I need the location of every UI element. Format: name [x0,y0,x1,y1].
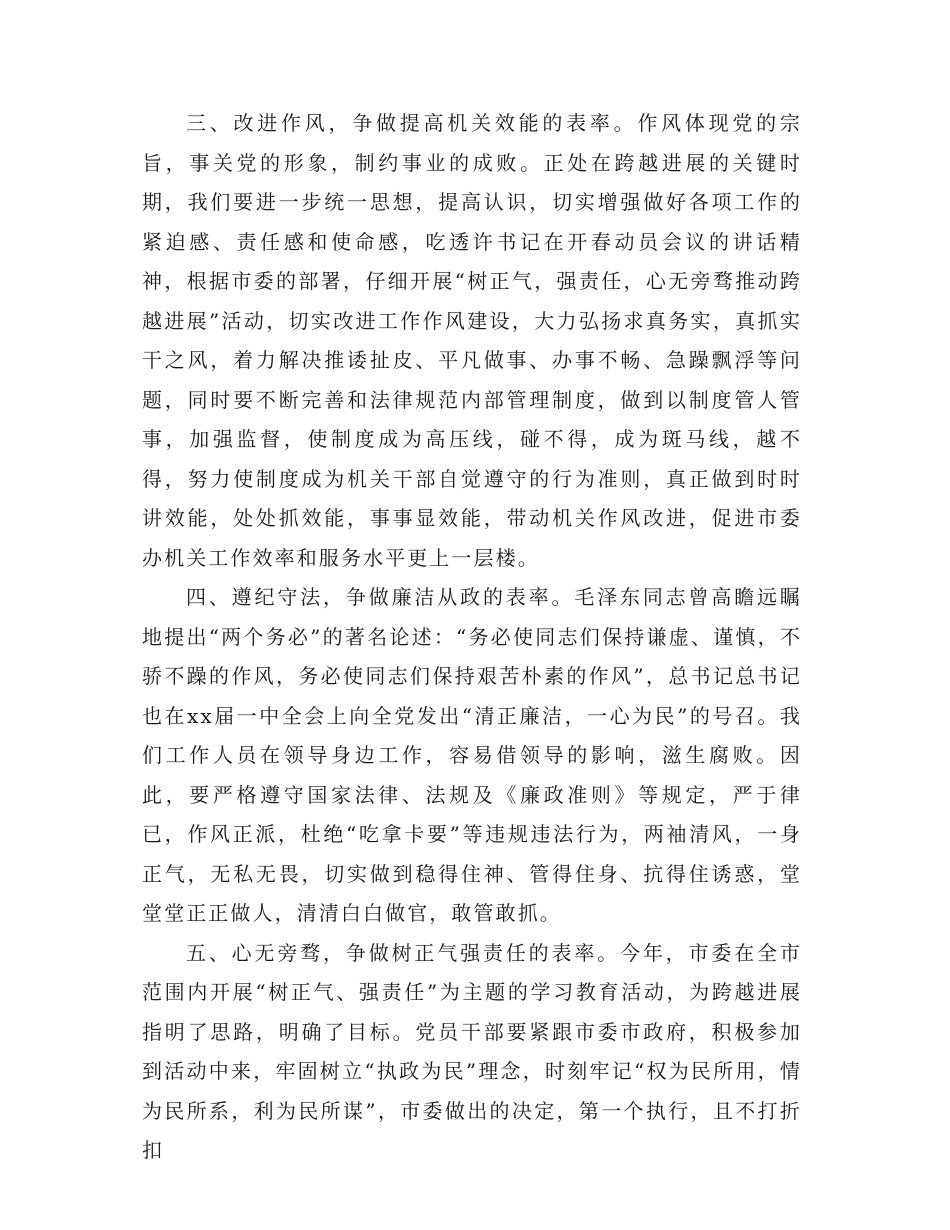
document-body [142,104,802,1171]
paragraph-wholehearted-focus: 五、心无旁骛，争做树正气强责任的表率。今年，市委在全市范围内开展“树正气、强责任”为主题的学习教育活动，为跨越进展指明了思路，明确了目标。党员干部要紧跟市委市政府，积极参加到活动中来，牢固树立“执政为民”理念，时刻牢记“权为民所用，情为民所系，利为民所谋”，市委做出的决定，第一个执行，且不打折扣 [142,940,802,1162]
paragraph-improve-work-style: 三、改进作风，争做提高机关效能的表率。作风体现党的宗旨，事关党的形象，制约事业的成败。正处在跨越进展的关键时期，我们要进一步统一思想，提高认识，切实增强做好各项工作的紧迫感、责任感和使命感，吃透许书记在开春动员会议的讲话精神，根据市委的部署，仔细开展“树正气，强责任，心无旁骛推动跨越进展”活动，切实改进工作作风建设，大力弘扬求真务实，真抓实干之风，着力解决推诿扯皮、平凡做事、办事不畅、急躁飘浮等问题，同时要不断完善和法律规范内部管理制度，做到以制度管人管事，加强监督，使制度成为高压线，碰不得，成为斑马线，越不得，努力使制度成为机关干部自觉遵守的行为准则，真正做到时时讲效能，处处抓效能，事事显效能，带动机关作风改进，促进市委办机关工作效率和服务水平更上一层楼。 [142,111,802,570]
paragraph-observe-discipline: 四、遵纪守法，争做廉洁从政的表率。毛泽东同志曾高瞻远瞩地提出“两个务必”的著名论述：“务必使同志们保持谦虚、谨慎，不骄不躁的作风，务必使同志们保持艰苦朴素的作风”，总书记总书记也在xx届一中全会上向全党发出“清正廉洁，一心为民”的号召。我们工作人员在领导身边工作，容易借领导的影响，滋生腐败。因此，要严格遵守国家法律、法规及《廉政准则》等规定，严于律已，作风正派，杜绝“吃拿卡要”等违规违法行为，两袖清风，一身正气，无私无畏，切实做到稳得住神、管得住身、抗得住诱惑，堂堂堂正正做人，清清白白做官，敢管敢抓。 [142,585,802,925]
